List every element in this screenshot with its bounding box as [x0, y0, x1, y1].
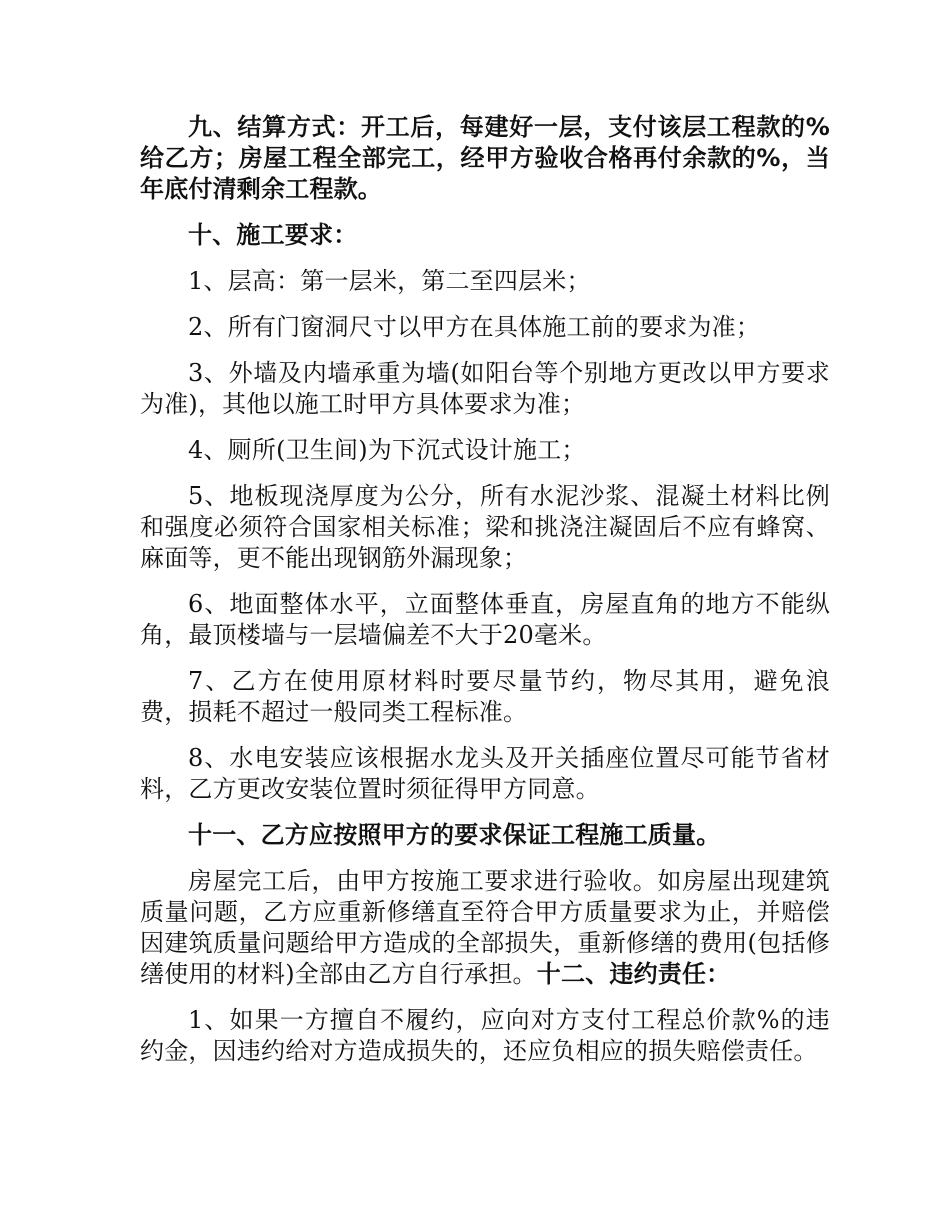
section-9-settlement: 九、结算方式：开工后，每建好一层，支付该层工程款的%给乙方；房屋工程全部完工，经甲方验收合格再付余款的%，当年底付清剩余工程款。	[140, 113, 830, 203]
section-11-body	[140, 866, 830, 990]
requirement-item-1: 1、层高：第一层米，第二至四层米；	[188, 267, 591, 295]
requirement-item-4: 4、厕所(卫生间)为下沉式设计施工；	[188, 436, 586, 464]
liability-item-1: 1、如果一方擅自不履约，应向对方支付工程总价款%的违约金，因违约给对方造成损失的，还应负相应的损失赔偿责任。	[140, 1006, 830, 1065]
requirement-item-7: 7、乙方在使用原材料时要尽量节约，物尽其用，避免浪费，损耗不超过一般同类工程标准。	[140, 667, 830, 726]
section-11-body-text: 房屋完工后，由甲方按施工要求进行验收。如房屋出现建筑质量问题，乙方应重新修缮直至符合甲方质量要求为止，并赔偿因建筑质量问题给甲方造成的全部损失，重新修缮的费用(包括修缮使用的材料)全部由乙方自行承担。	[140, 867, 830, 988]
section-12-heading: 十二、违约责任：	[536, 960, 731, 988]
requirement-item-3: 3、外墙及内墙承重为墙(如阳台等个别地方更改以甲方要求为准)，其他以施工时甲方具体要求为准；	[140, 359, 830, 418]
document-body	[140, 112, 830, 1082]
requirement-item-8: 8、水电安装应该根据水龙头及开关插座位置尽可能节省材料，乙方更改安装位置时须征得甲方同意。	[140, 744, 830, 803]
requirement-item-6: 6、地面整体水平，立面整体垂直，房屋直角的地方不能纵角，最顶楼墙与一层墙偏差不大于20毫米。	[140, 590, 830, 649]
section-11-heading: 十一、乙方应按照甲方的要求保证工程施工质量。	[188, 821, 721, 849]
requirement-item-5: 5、地板现浇厚度为公分，所有水泥沙浆、混凝土材料比例和强度必须符合国家相关标准；梁和挑浇注凝固后不应有蜂窝、麻面等，更不能出现钢筋外漏现象；	[140, 482, 830, 572]
section-10-heading: 十、施工要求：	[188, 221, 358, 249]
requirement-item-2: 2、所有门窗洞尺寸以甲方在具体施工前的要求为准；	[188, 313, 761, 341]
